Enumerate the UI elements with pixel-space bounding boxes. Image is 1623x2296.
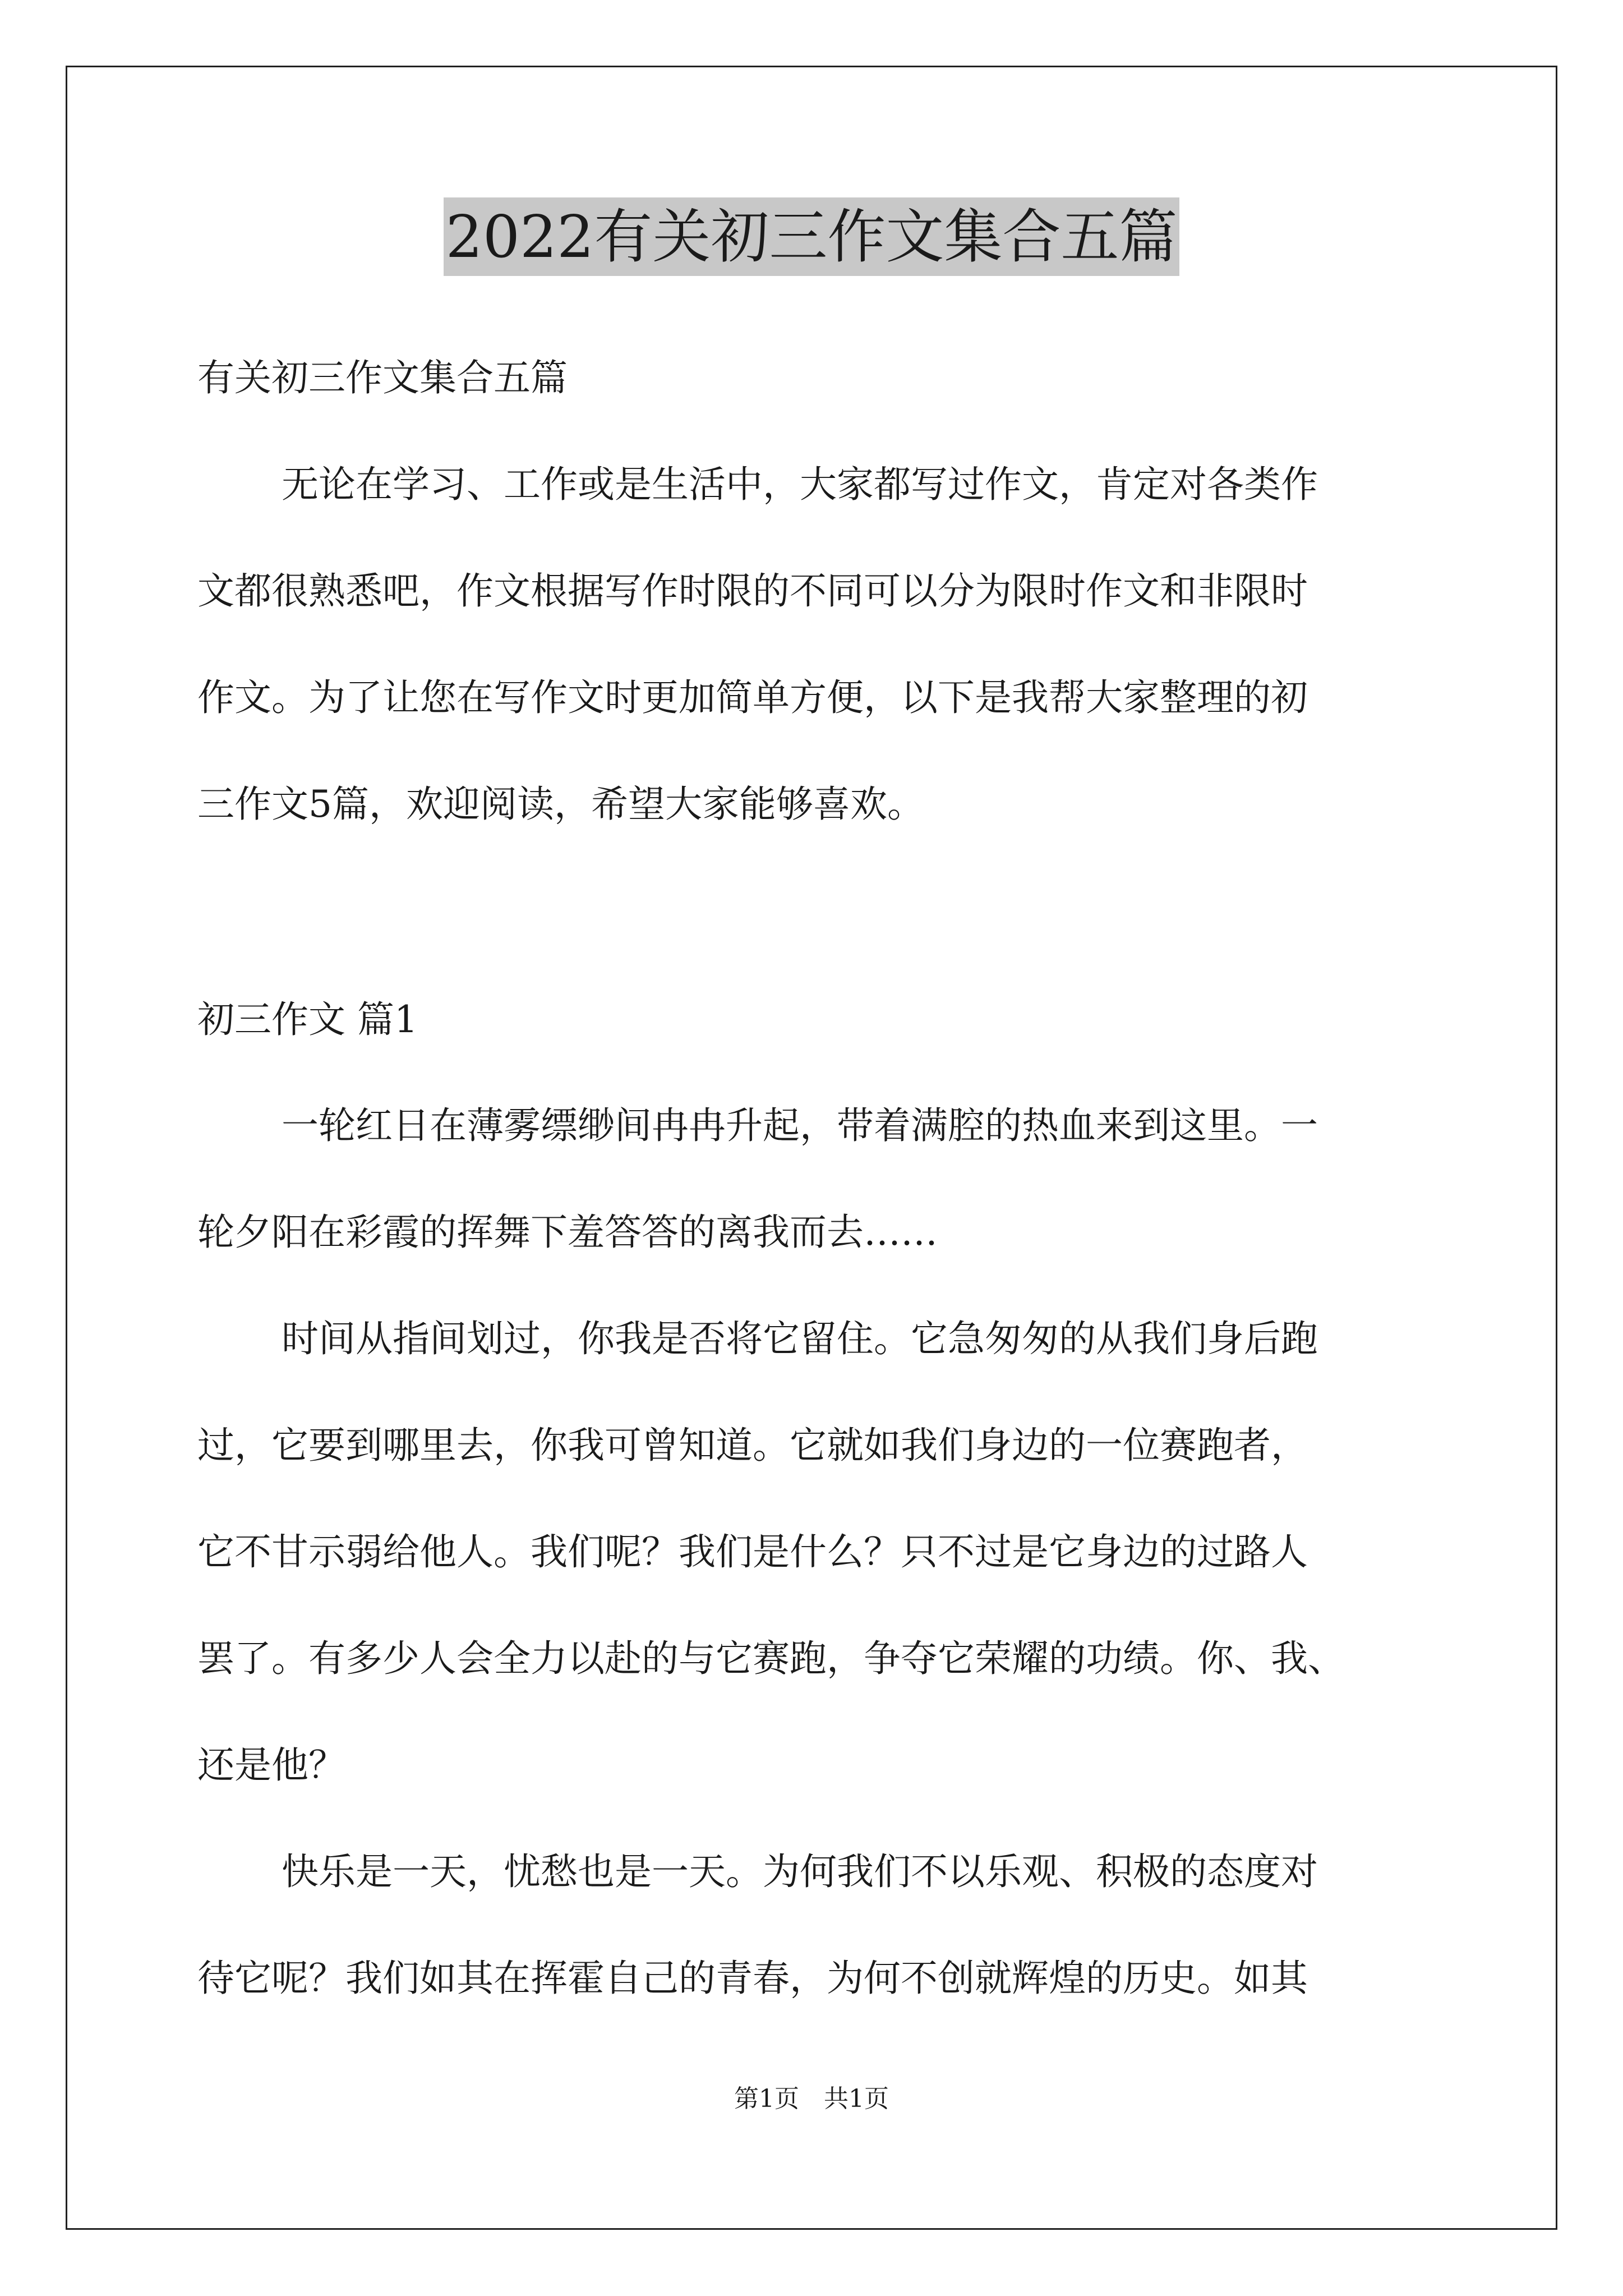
document-title: 2022有关初三作文集合五篇 [444,197,1180,276]
page-footer: 第1页 共1页 [734,2085,889,2113]
title-container [0,197,1623,276]
section-heading: 初三作文 篇1 [197,998,418,1041]
para2-line-2: 过，它要到哪里去，你我可曾知道。它就如我们身边的一位赛跑者， [197,1424,1308,1467]
intro-line-2: 文都很熟悉吧，作文根据写作时限的不同可以分为限时作文和非限时 [197,569,1308,613]
para1-line-1: 一轮红日在薄雾缥缈间冉冉升起，带着满腔的热血来到这里。一 [282,1104,1318,1147]
para3-line-1: 快乐是一天，忧愁也是一天。为何我们不以乐观、积极的态度对 [282,1850,1318,1893]
document-subtitle: 有关初三作文集合五篇 [197,356,568,399]
intro-line-4: 三作文5篇，欢迎阅读，希望大家能够喜欢。 [197,783,924,826]
para2-line-4: 罢了。有多少人会全力以赴的与它赛跑，争夺它荣耀的功绩。你、我、 [197,1637,1345,1680]
para1-line-2: 轮夕阳在彩霞的挥舞下羞答答的离我而去…… [197,1211,938,1254]
para2-line-1: 时间从指间划过，你我是否将它留住。它急匆匆的从我们身后跑 [282,1317,1318,1360]
intro-line-3: 作文。为了让您在写作文时更加简单方便，以下是我帮大家整理的初 [197,676,1308,719]
intro-line-1: 无论在学习、工作或是生活中，大家都写过作文，肯定对各类作 [282,463,1318,506]
para2-line-3: 它不甘示弱给他人。我们呢？我们是什么？只不过是它身边的过路人 [197,1530,1308,1573]
para3-line-2: 待它呢？我们如其在挥霍自己的青春，为何不创就辉煌的历史。如其 [197,1957,1308,2000]
para2-line-5: 还是他？ [197,1743,345,1787]
